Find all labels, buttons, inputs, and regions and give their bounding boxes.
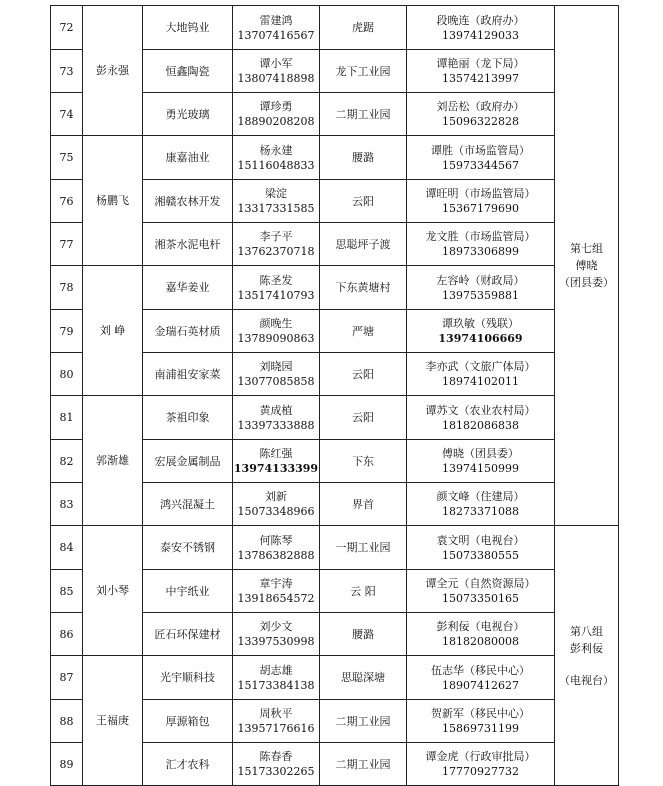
- liaison-official: [407, 396, 555, 440]
- enterprise-contact-phone: 13918654572: [237, 592, 315, 605]
- liaison-official-phone: 18273371088: [442, 505, 519, 518]
- enterprise-contact: [233, 310, 320, 353]
- company-name: 康嘉油业: [143, 136, 233, 180]
- location: 思聪坪子渡: [320, 223, 407, 266]
- location: 二期工业园: [320, 743, 407, 786]
- row-number: 84: [51, 526, 83, 570]
- liaison-official-name: 谭艳丽（龙下局）: [436, 57, 525, 70]
- location: 云阳: [320, 353, 407, 396]
- enterprise-contact-name: 陈红强: [259, 447, 293, 460]
- liaison-official: [407, 136, 555, 180]
- liaison-official-phone: 15073350165: [442, 592, 519, 605]
- enterprise-contact-name: 梁淀: [265, 187, 287, 200]
- row-number: 79: [51, 310, 83, 353]
- row-number: 85: [51, 570, 83, 613]
- table-row: [51, 136, 619, 180]
- enterprise-contact-phone: 13517410793: [237, 288, 315, 302]
- liaison-official-phone: 15973344567: [442, 158, 519, 172]
- enterprise-contact-name: 刘晓园: [259, 360, 293, 373]
- liaison-official-name: 谭玖敏（残联）: [442, 317, 519, 330]
- liaison-official-name: 伍志华（移民中心）: [431, 663, 530, 677]
- group-unit: （电视台）: [559, 673, 614, 687]
- liaison-official-phone: 15096322828: [442, 115, 519, 128]
- enterprise-contact-phone: 13077085858: [237, 375, 315, 388]
- company-name: 恒鑫陶瓷: [143, 50, 233, 93]
- table-row: [51, 396, 619, 440]
- inspection-group: [555, 6, 619, 526]
- location: 一期工业园: [320, 526, 407, 570]
- table-row: [51, 526, 619, 570]
- group-leader: 郭渐雄: [83, 396, 143, 526]
- group-head: 傅晓: [575, 259, 598, 272]
- group-name: 第八组: [570, 624, 603, 638]
- row-number: 83: [51, 483, 83, 526]
- enterprise-contact-name: 陈春香: [259, 750, 293, 763]
- row-number: 75: [51, 136, 83, 180]
- liaison-official-name: 刘岳松（政府办）: [436, 100, 525, 113]
- liaison-official: [407, 613, 555, 656]
- liaison-official-name: 左容岭（财政局）: [436, 273, 525, 287]
- table-row: [51, 6, 619, 50]
- enterprise-contact-name: 谭小军: [259, 57, 293, 70]
- liaison-official: [407, 743, 555, 786]
- row-number: 81: [51, 396, 83, 440]
- company-name: 匠石环保建材: [143, 613, 233, 656]
- group-leader: 刘 峥: [83, 266, 143, 396]
- liaison-official-phone: 18907412627: [442, 678, 519, 692]
- company-name: 汇才农科: [143, 743, 233, 786]
- location: 龙下工业园: [320, 50, 407, 93]
- enterprise-contact-name: 章宇涛: [259, 577, 293, 590]
- enterprise-contact: [233, 353, 320, 396]
- row-number: 88: [51, 700, 83, 743]
- liaison-official-name: 谭苏文（农业农村局）: [425, 403, 536, 417]
- row-number: 89: [51, 743, 83, 786]
- liaison-official: [407, 50, 555, 93]
- row-number: 77: [51, 223, 83, 266]
- assignment-table: [50, 5, 619, 786]
- liaison-official-name: 李亦武（文旅广体局）: [425, 360, 536, 373]
- company-name: 光宇顺科技: [143, 656, 233, 700]
- liaison-official: [407, 180, 555, 223]
- enterprise-contact-phone: 13397530998: [237, 635, 315, 648]
- location: 界首: [320, 483, 407, 526]
- row-number: 73: [51, 50, 83, 93]
- liaison-official-name: 谭金虎（行政审批局）: [425, 750, 536, 763]
- enterprise-contact: [233, 6, 320, 50]
- company-name: 中宇纸业: [143, 570, 233, 613]
- company-name: 勇光玻璃: [143, 93, 233, 136]
- enterprise-contact-phone: 13317331585: [237, 202, 315, 215]
- enterprise-contact-name: 陈圣发: [259, 273, 293, 287]
- location: 下东: [320, 440, 407, 483]
- row-number: 80: [51, 353, 83, 396]
- liaison-official-phone: 15367179690: [442, 202, 519, 215]
- enterprise-contact-phone: 15173384138: [237, 678, 315, 692]
- enterprise-contact: [233, 93, 320, 136]
- enterprise-contact: [233, 136, 320, 180]
- liaison-official-name: 谭全元（自然资源局）: [425, 577, 536, 590]
- location: 二期工业园: [320, 93, 407, 136]
- enterprise-contact-name: 周秋平: [259, 707, 293, 720]
- enterprise-contact: [233, 570, 320, 613]
- inspection-group: [555, 526, 619, 786]
- location: 腰潞: [320, 136, 407, 180]
- row-number: 76: [51, 180, 83, 223]
- row-number: 78: [51, 266, 83, 310]
- enterprise-contact: [233, 50, 320, 93]
- enterprise-contact-phone: 13786382888: [237, 548, 315, 562]
- table-row: [51, 266, 619, 310]
- enterprise-contact-phone: 13397333888: [237, 418, 315, 432]
- enterprise-contact-name: 刘少文: [259, 620, 293, 633]
- location: 云阳: [320, 180, 407, 223]
- liaison-official: [407, 93, 555, 136]
- enterprise-contact-phone: 13707416567: [237, 28, 315, 42]
- row-number: 86: [51, 613, 83, 656]
- enterprise-contact: [233, 440, 320, 483]
- liaison-official-name: 龙文胜（市场监管局）: [425, 230, 536, 243]
- company-name: 湘赣农林开发: [143, 180, 233, 223]
- enterprise-contact-phone: 13789090863: [237, 332, 315, 345]
- enterprise-contact: [233, 223, 320, 266]
- liaison-official-name: 彭利佞（电视台）: [436, 620, 525, 633]
- group-leader: 王福庚: [83, 656, 143, 786]
- liaison-official-phone: 13974150999: [442, 462, 519, 475]
- liaison-official-phone: 13574213997: [442, 72, 519, 85]
- row-number: 72: [51, 6, 83, 50]
- location: 下东黄塘村: [320, 266, 407, 310]
- enterprise-contact-phone: 13807418898: [237, 72, 315, 85]
- company-name: 鸿兴混凝土: [143, 483, 233, 526]
- liaison-official-name: 谭旺明（市场监管局）: [425, 187, 536, 200]
- company-name: 湘茶水泥电杆: [143, 223, 233, 266]
- enterprise-contact-phone: 15116048833: [237, 158, 315, 172]
- company-name: 宏展金属制品: [143, 440, 233, 483]
- liaison-official-phone: 15869731199: [442, 722, 519, 735]
- group-name: 第七组: [570, 242, 603, 255]
- liaison-official-phone: 15073380555: [442, 548, 519, 562]
- liaison-official-phone: 18974102011: [442, 375, 519, 388]
- liaison-official-phone: 17770927732: [442, 765, 519, 778]
- company-name: 茶祖印象: [143, 396, 233, 440]
- enterprise-contact-name: 刘新: [265, 490, 287, 503]
- enterprise-contact-phone: 15173302265: [237, 765, 315, 778]
- enterprise-contact: [233, 613, 320, 656]
- location: 二期工业园: [320, 700, 407, 743]
- enterprise-contact-phone: 13762370718: [237, 245, 315, 258]
- liaison-official: [407, 656, 555, 700]
- liaison-official-phone: 18973306899: [442, 245, 519, 258]
- enterprise-contact-name: 谭珍勇: [259, 100, 293, 113]
- company-name: 金瑞石英材质: [143, 310, 233, 353]
- group-unit: （团县委）: [559, 276, 614, 289]
- group-leader: 杨鹏飞: [83, 136, 143, 266]
- company-name: 厚源箱包: [143, 700, 233, 743]
- row-number: 74: [51, 93, 83, 136]
- liaison-official-phone: 13974129033: [442, 28, 519, 42]
- liaison-official-name: 段晚连（政府办）: [436, 13, 525, 27]
- location: 严塘: [320, 310, 407, 353]
- enterprise-contact-name: 胡志雄: [259, 663, 293, 677]
- location: 思聪深塘: [320, 656, 407, 700]
- liaison-official-phone: 13975359881: [442, 288, 519, 302]
- enterprise-contact-name: 雷建鸿: [259, 13, 293, 27]
- location: 腰潞: [320, 613, 407, 656]
- group-leader: 彭永强: [83, 6, 143, 136]
- liaison-official: [407, 440, 555, 483]
- enterprise-contact: [233, 180, 320, 223]
- enterprise-contact: [233, 743, 320, 786]
- enterprise-contact-phone: 13974133399: [233, 462, 319, 475]
- company-name: 嘉华姜业: [143, 266, 233, 310]
- liaison-official-name: 贺新军（移民中心）: [431, 707, 530, 720]
- enterprise-contact-phone: 15073348966: [237, 505, 315, 518]
- liaison-official-name: 袁文明（电视台）: [436, 533, 525, 547]
- liaison-official: [407, 570, 555, 613]
- row-number: 82: [51, 440, 83, 483]
- liaison-official: [407, 353, 555, 396]
- location: 虎踞: [320, 6, 407, 50]
- enterprise-contact-name: 黄成植: [259, 403, 293, 417]
- company-name: 大地钨业: [143, 6, 233, 50]
- liaison-official: [407, 266, 555, 310]
- enterprise-contact: [233, 526, 320, 570]
- liaison-official: [407, 526, 555, 570]
- enterprise-contact-name: 何陈琴: [259, 533, 293, 547]
- liaison-official: [407, 223, 555, 266]
- company-name: 南浦祖安家菜: [143, 353, 233, 396]
- table-row: [51, 656, 619, 700]
- group-leader: 刘小琴: [83, 526, 143, 656]
- location: 云阳: [320, 396, 407, 440]
- enterprise-contact-name: 颜晚生: [259, 317, 293, 330]
- liaison-official-name: 谭胜（市场监管局）: [431, 143, 530, 157]
- enterprise-contact-phone: 13957176616: [237, 722, 315, 735]
- enterprise-contact-name: 杨永建: [259, 143, 293, 157]
- liaison-official-phone: 18182086838: [442, 418, 519, 432]
- row-number: 87: [51, 656, 83, 700]
- group-head: 彭利佞: [570, 641, 603, 655]
- enterprise-contact: [233, 700, 320, 743]
- liaison-official: [407, 310, 555, 353]
- liaison-official-name: 傅晓（团县委）: [442, 447, 519, 460]
- company-name: 泰安不锈钢: [143, 526, 233, 570]
- liaison-official-name: 颜文峰（住建局）: [436, 490, 525, 503]
- liaison-official-phone: 13974106669: [438, 332, 523, 345]
- enterprise-contact: [233, 656, 320, 700]
- enterprise-contact: [233, 396, 320, 440]
- enterprise-contact-name: 李子平: [259, 230, 293, 243]
- enterprise-contact: [233, 483, 320, 526]
- location: 云 阳: [320, 570, 407, 613]
- liaison-official: [407, 6, 555, 50]
- enterprise-contact: [233, 266, 320, 310]
- liaison-official: [407, 483, 555, 526]
- liaison-official-phone: 18182080008: [442, 635, 519, 648]
- liaison-official: [407, 700, 555, 743]
- enterprise-contact-phone: 18890208208: [237, 115, 315, 128]
